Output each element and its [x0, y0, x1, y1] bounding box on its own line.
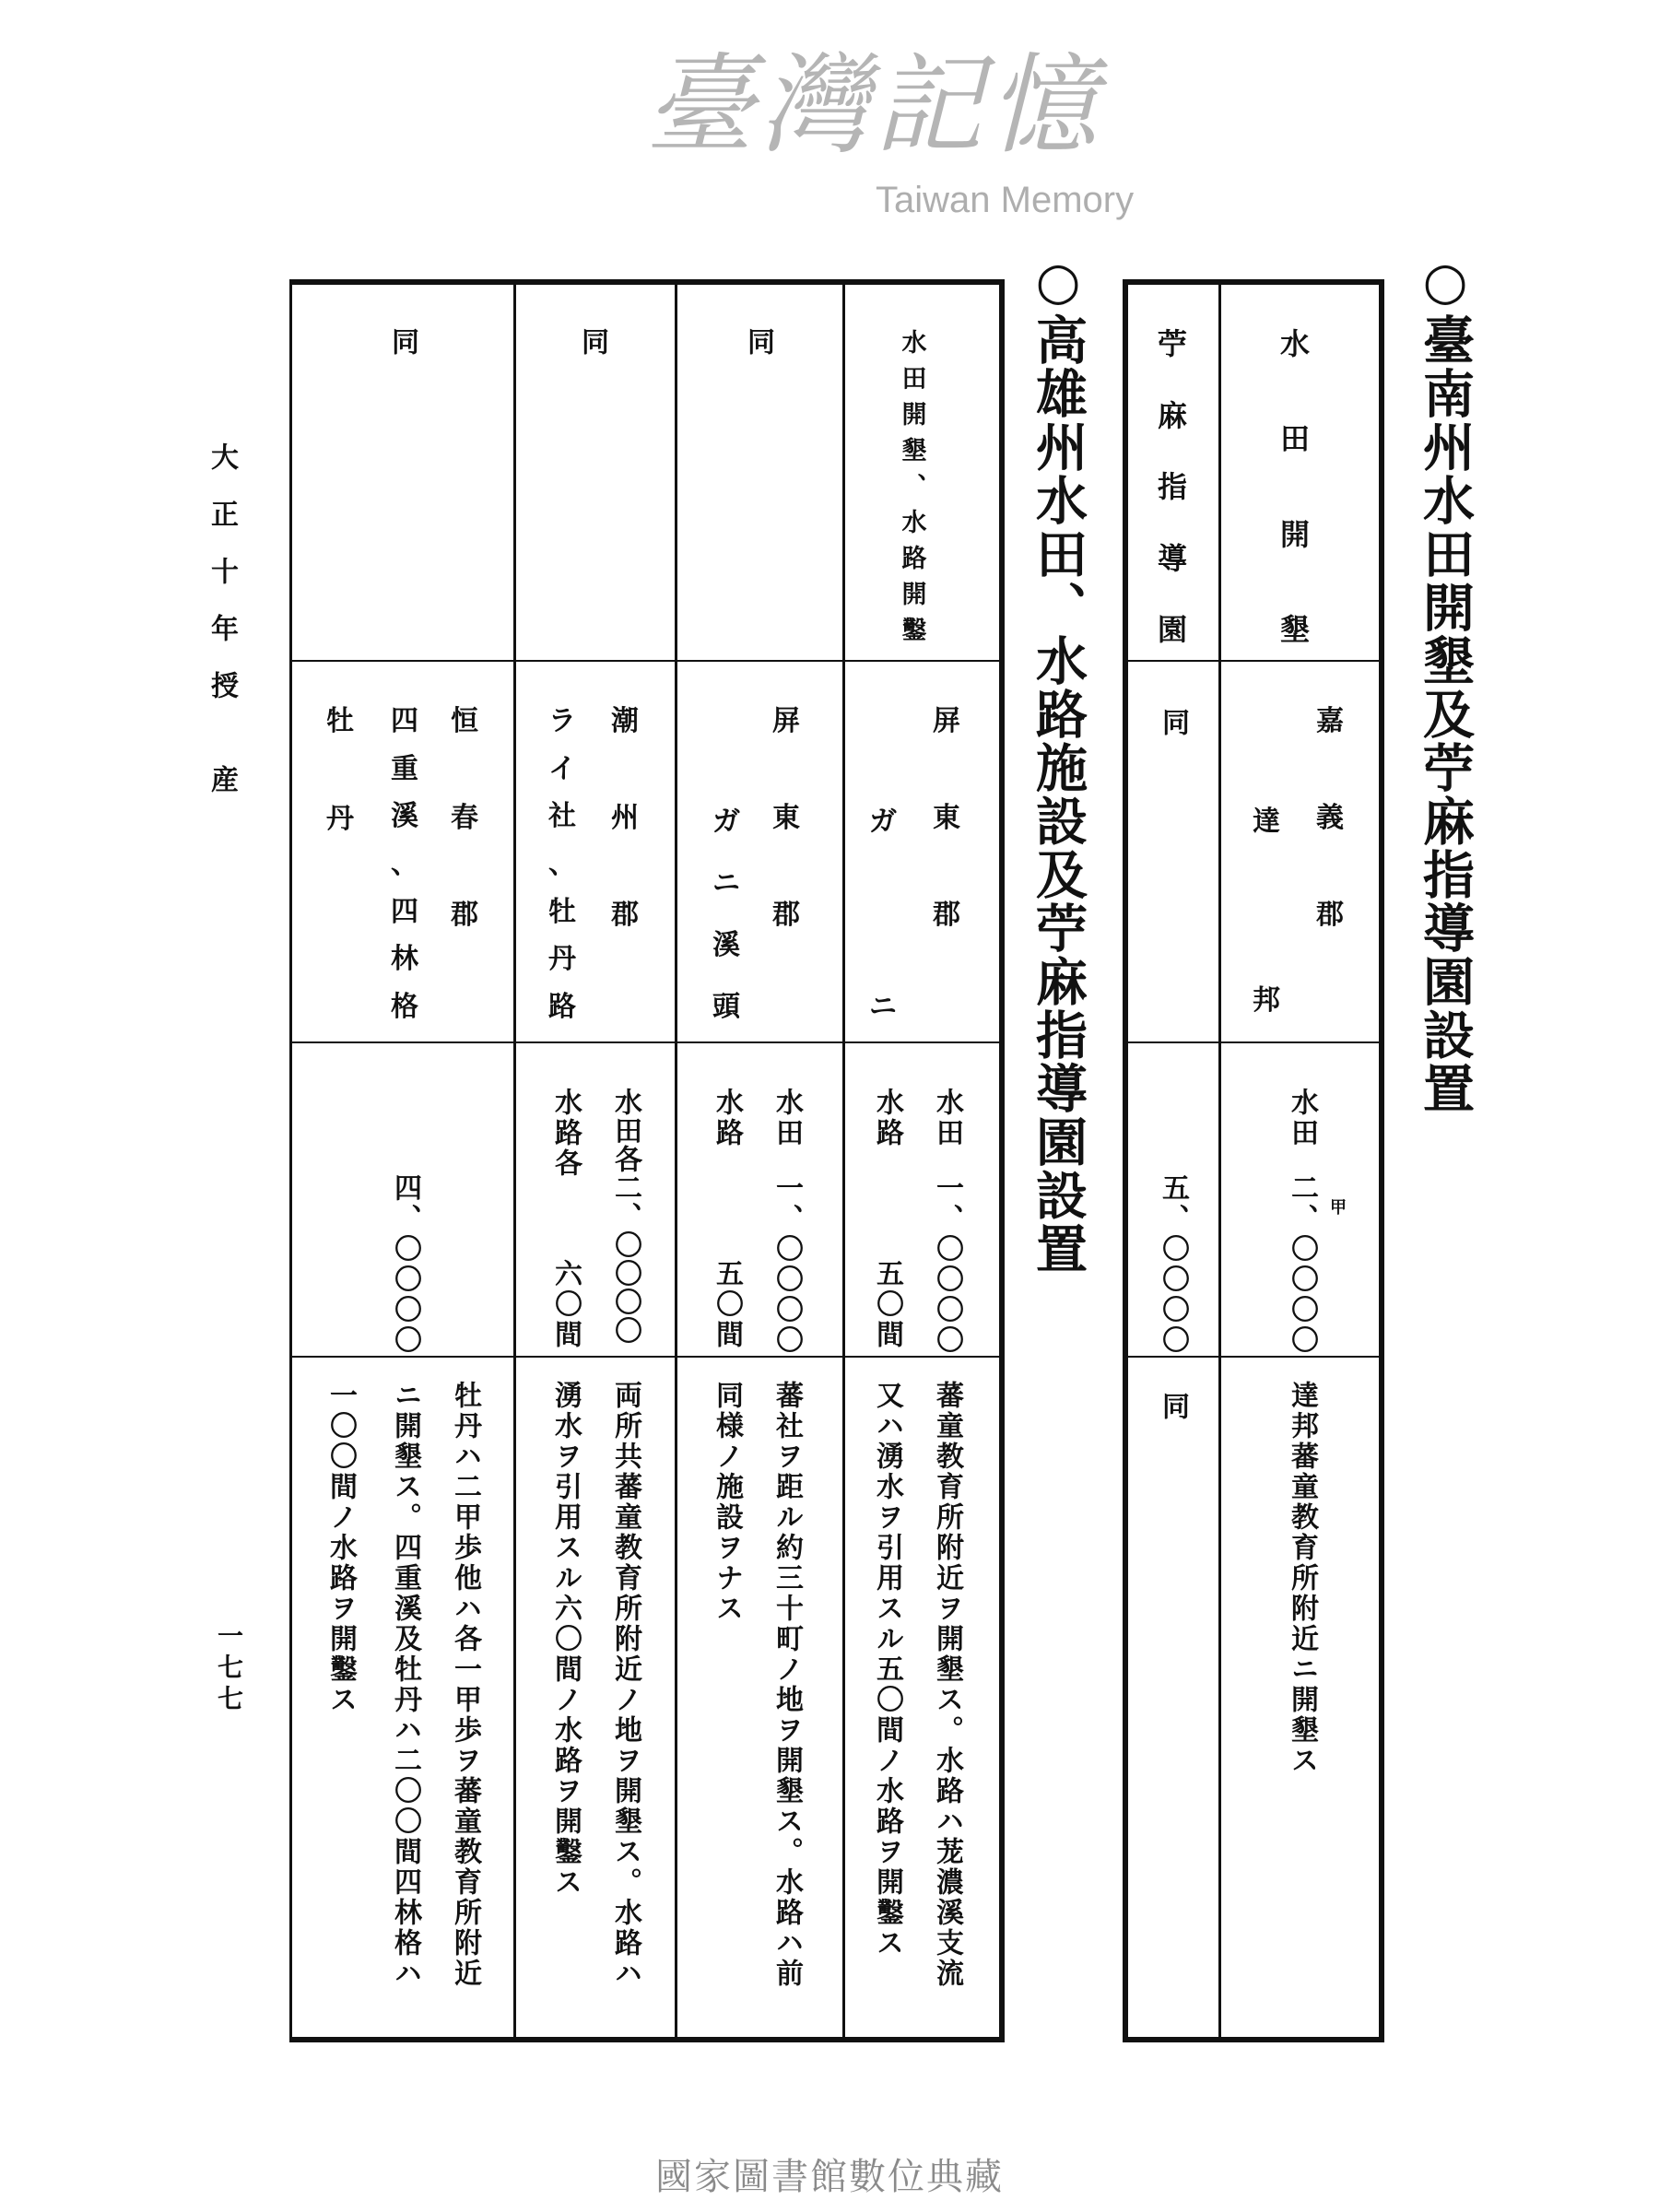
area-value: 五〇間 [711, 1259, 743, 1350]
character: ニ [869, 991, 897, 1023]
character: 牡 [548, 895, 576, 928]
character: 郡 [933, 899, 960, 931]
character: 田 [1279, 421, 1311, 457]
district-cell: 同 [1157, 708, 1189, 738]
row-divider [292, 660, 999, 662]
character: 四 [391, 895, 418, 928]
note-cell: 達邦蕃童教育所附近ニ開墾ス [1286, 1381, 1318, 1776]
row-divider [292, 1041, 999, 1043]
character: 苧 [1157, 326, 1188, 361]
character: 郡 [772, 899, 800, 931]
note-line: 牡丹ハ二甲歩他ハ各一甲歩ヲ蕃童教育所附近 [449, 1381, 481, 1989]
character: 開 [1279, 516, 1311, 552]
area-value: 四、〇〇〇〇 [389, 1173, 421, 1356]
area-label: 水田 [931, 1088, 963, 1148]
district-cell [772, 705, 800, 931]
character: 四 [391, 705, 418, 737]
note-line: 湧水ヲ引用スル六〇間ノ水路ヲ開鑿ス [549, 1381, 582, 1898]
row-divider [1126, 1041, 1381, 1043]
area-label: 水田 [1286, 1088, 1318, 1148]
character: 郡 [611, 899, 639, 931]
column-divider [675, 282, 677, 2040]
character: 屏 [772, 705, 800, 737]
character: 重 [391, 752, 418, 785]
area-value: 五、〇〇〇〇 [1157, 1173, 1189, 1356]
district-cell [933, 705, 960, 931]
column-divider [842, 282, 845, 2040]
area-label: 水路 [871, 1088, 903, 1148]
character: 格 [391, 990, 418, 1023]
place-cell-2 [326, 705, 354, 835]
book-title: 大正十年授 [206, 442, 238, 728]
page-number: 一七七 [214, 1622, 244, 1716]
type-cell: 同 [576, 327, 608, 358]
character: イ [548, 752, 576, 785]
note-line: ニ開墾ス。四重溪及牡丹ハ二〇〇間四林格ハ [389, 1381, 421, 1989]
note-line: 又ハ湧水ヲ引用スル五〇間ノ水路ヲ開鑿ス [871, 1381, 903, 1959]
character: ガ [712, 806, 740, 838]
character: 恒 [451, 705, 478, 737]
character: 林 [391, 943, 418, 976]
footer-credit: 國家圖書館數位典藏 [655, 2156, 1004, 2198]
area-value: 二、〇〇〇〇 [1286, 1173, 1318, 1356]
character: 達 [1253, 806, 1280, 838]
note-line: 一〇〇間ノ水路ヲ開鑿ス [324, 1381, 357, 1715]
area-unit: 甲 [1327, 1198, 1347, 1218]
place-cell [391, 705, 418, 1023]
character: 、 [548, 847, 576, 880]
place-cell [712, 808, 740, 1021]
column-divider [1218, 282, 1221, 2040]
row-divider [292, 1356, 999, 1358]
area-value: 一、〇〇〇〇 [771, 1173, 803, 1356]
character: 頭 [712, 991, 740, 1023]
note-line: 蕃童教育所附近ヲ開墾ス。水路ハ茏濃溪支流 [931, 1381, 963, 1989]
row-divider [1126, 660, 1381, 662]
character: 義 [1316, 802, 1344, 834]
area-value: 六〇間 [549, 1259, 582, 1350]
character: 郡 [451, 899, 478, 931]
row-divider [1126, 1356, 1381, 1358]
watermark-logo: 臺灣記憶 [645, 41, 1103, 169]
watermark-latin: Taiwan Memory [876, 180, 1135, 220]
character: 邦 [1253, 984, 1280, 1017]
character: 、 [391, 847, 418, 880]
character: 郡 [1316, 899, 1344, 931]
area-value: 五〇間 [871, 1259, 903, 1350]
area-label: 水路 [711, 1088, 743, 1148]
district-cell [611, 705, 639, 931]
place-cell [1253, 808, 1280, 1015]
place-cell [869, 808, 897, 1021]
character: 導 [1157, 540, 1188, 576]
type-cell [1157, 326, 1188, 647]
character: 屏 [933, 705, 960, 737]
district-cell [1316, 705, 1344, 931]
character: 墾 [1279, 611, 1311, 647]
place-cell [548, 705, 576, 1023]
character: 牡 [326, 705, 354, 737]
note-line: 蕃社ヲ距ル約三十町ノ地ヲ開墾ス。水路ハ前 [771, 1381, 803, 1989]
note-line: 同様ノ施設ヲナス [711, 1381, 743, 1624]
area-label: 水田 [771, 1088, 803, 1148]
area-label: 水路各 [549, 1088, 582, 1179]
note-line: 両所共蕃童教育所附近ノ地ヲ開墾ス。水路ハ [609, 1381, 641, 1989]
column-divider [513, 282, 516, 2040]
character: 丹 [548, 943, 576, 976]
character: 潮 [611, 705, 639, 737]
type-cell [1279, 326, 1311, 647]
note-cell: 同 [1157, 1392, 1189, 1422]
character: 溪 [391, 800, 418, 833]
section-title-tainan: ○臺南州水田開墾及苧麻指導園設置 [1415, 251, 1476, 1115]
type-cell: 水田開墾、水路開鑿 [897, 329, 926, 653]
character: 州 [611, 802, 639, 834]
character: 園 [1157, 612, 1188, 647]
character: 溪 [712, 929, 740, 961]
district-cell [451, 705, 478, 931]
section-title-kaohsiung: ○高雄州水田、水路施設及苧麻指導園設置 [1028, 251, 1088, 1276]
character: ラ [548, 705, 576, 737]
book-title-end: 産 [206, 765, 238, 795]
area-value: 水田各二、〇〇〇〇 [609, 1088, 641, 1345]
character: 水 [1279, 326, 1311, 361]
character: 東 [772, 802, 800, 834]
character: 路 [548, 990, 576, 1023]
character: 社 [548, 800, 576, 833]
character: ガ [869, 806, 897, 838]
area-value: 一、〇〇〇〇 [931, 1173, 963, 1356]
character: 嘉 [1316, 705, 1344, 737]
character: 丹 [326, 803, 354, 835]
type-cell: 同 [386, 327, 418, 358]
character: 指 [1157, 469, 1188, 504]
character: 麻 [1157, 397, 1188, 433]
type-cell: 同 [742, 327, 774, 358]
character: 春 [451, 802, 478, 834]
character: ニ [712, 867, 740, 900]
character: 東 [933, 802, 960, 834]
